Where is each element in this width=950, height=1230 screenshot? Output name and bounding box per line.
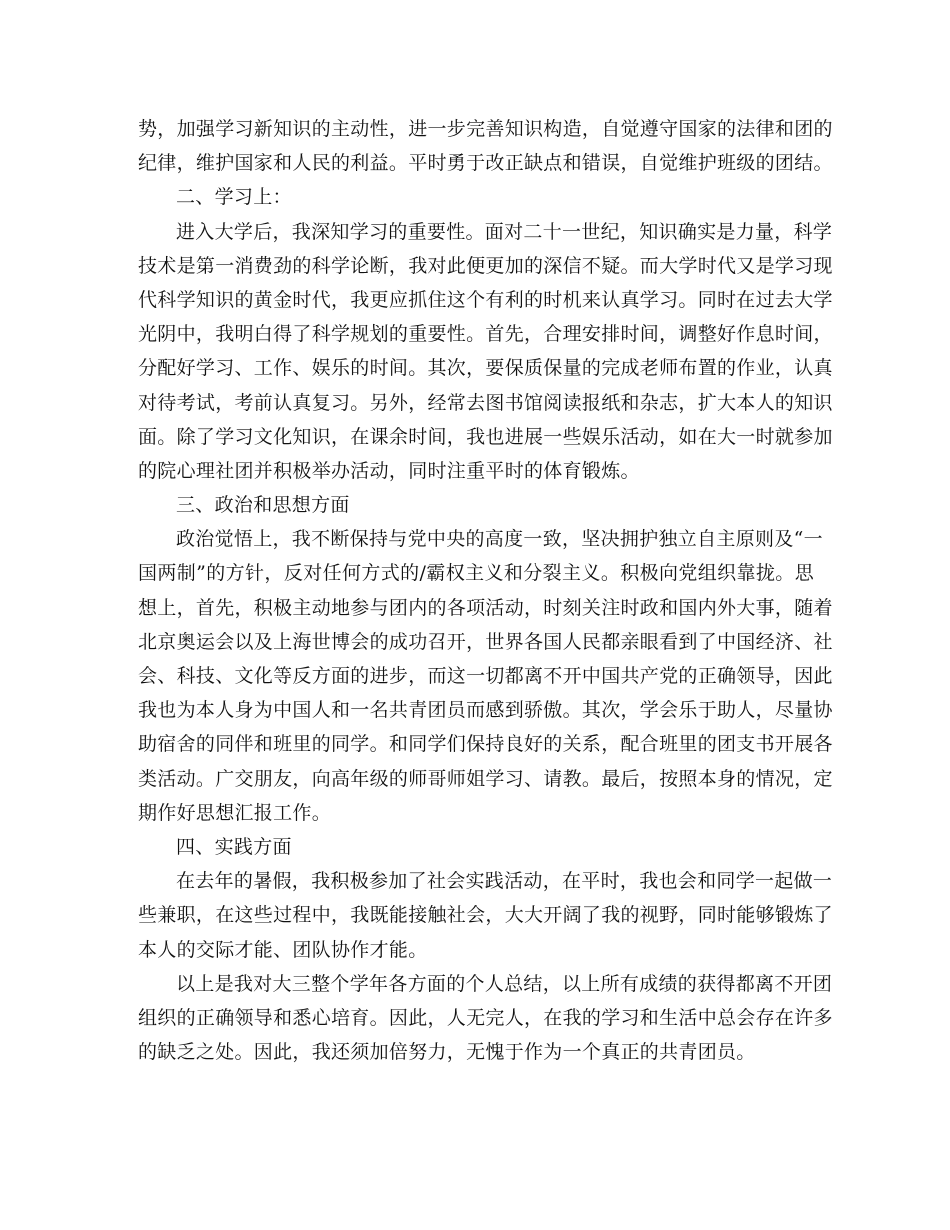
text-line: 会、科技、文化等反方面的进步，而这一切都离不开中国共产党的正确领导，因此 [138,665,833,687]
text-line: 助宿舍的同伴和班里的同学。和同学们保持良好的关系，配合班里的团支书开展各 [138,733,833,756]
text-line: 分配好学习、工作、娱乐的时间。其次，要保质保量的完成老师布置的作业，认真 [138,357,833,380]
text-line: 的缺乏之处。因此，我还须加倍努力，无愧于作为一个真正的共青团员。 [138,1041,756,1064]
text-line: 对待考试，考前认真复习。另外，经常去图书馆阅读报纸和杂志，扩大本人的知识 [138,391,833,414]
text-line: 二、学习上： [176,186,292,209]
document-body [138,112,833,1069]
text-line: 在去年的暑假，我积极参加了社会实践活动，在平时，我也会和同学一起做一 [176,870,833,893]
text-line: 组织的正确领导和悉心培育。因此，人无完人，在我的学习和生活中总会存在许多 [138,1006,833,1029]
text-line: 国两制”的方针，反对任何方式的/霸权主义和分裂主义。积极向党组织靠拢。思 [138,562,814,585]
text-line: 我也为本人身为中国人和一名共青团员而感到骄傲。其次，学会乐于助人，尽量协 [138,699,833,722]
text-line: 势，加强学习新知识的主动性，进一步完善知识构造，自觉遵守国家的法律和团的 [138,118,833,140]
text-line: 光阴中，我明白得了科学规划的重要性。首先，合理安排时间，调整好作息时间， [138,323,833,346]
text-line: 三、政治和思想方面 [176,494,350,517]
text-line: 本人的交际才能、团队协作才能。 [138,938,428,961]
text-line: 面。除了学习文化知识，在课余时间，我也进展一些娱乐活动，如在大一时就参加 [138,425,833,448]
text-line: 代科学知识的黄金时代，我更应抓住这个有利的时机来认真学习。同时在过去大学 [138,288,833,311]
text-line: 期作好思想汇报工作。 [138,801,332,824]
text-line: 以上是我对大三整个学年各方面的个人总结，以上所有成绩的获得都离不开团 [176,972,833,995]
text-line: 政治觉悟上，我不断保持与党中央的高度一致，坚决拥护独立自主原则及“一 [176,528,823,551]
text-line: 纪律，维护国家和人民的利益。平时勇于改正缺点和错误，自觉维护班级的团结。 [138,152,833,175]
text-line: 北京奥运会以及上海世博会的成功召开，世界各国人民都亲眼看到了中国经济、社 [138,630,833,653]
text-line: 技术是第一消费劲的科学论断，我对此便更加的深信不疑。而大学时代又是学习现 [138,254,833,277]
text-line: 的院心理社团并积极举办活动，同时注重平时的体育锻炼。 [138,459,640,482]
text-line: 进入大学后，我深知学习的重要性。面对二十一世纪，知识确实是力量，科学 [176,220,833,243]
text-line: 类活动。广交朋友，向高年级的师哥师姐学习、请教。最后，按照本身的情况，定 [138,767,833,790]
text-line: 些兼职，在这些过程中，我既能接触社会，大大开阔了我的视野，同时能够锻炼了 [138,904,833,927]
text-line: 想上，首先，积极主动地参与团内的各项活动，时刻关注时政和国内外大事，随着 [138,596,833,619]
text-line: 四、实践方面 [176,835,292,858]
